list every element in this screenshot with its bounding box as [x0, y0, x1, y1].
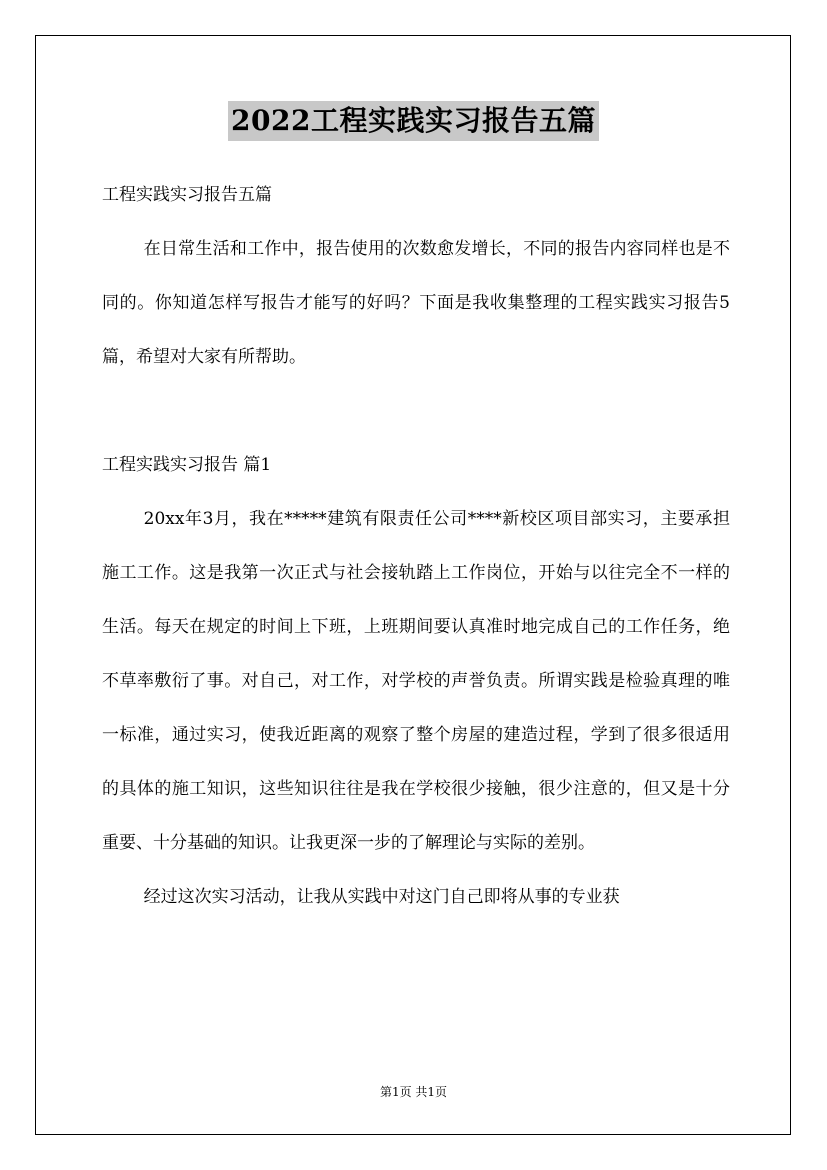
section-heading: 工程实践实习报告 篇1 — [102, 455, 272, 475]
intro-paragraph: 在日常生活和工作中，报告使用的次数愈发增长，不同的报告内容同样也是不同的。你知道怎样写报告才能写的好吗？下面是我收集整理的工程实践实习报告5篇，希望对大家有所帮助。 — [102, 239, 730, 367]
body-paragraph-1: 20xx年3月，我在*****建筑有限责任公司****新校区项目部实习，主要承担施工工作。这是我第一次正式与社会接轨踏上工作岗位，开始与以往完全不一样的生活。每天在规定的时间上下班，上班期间要认真准时地完成自己的工作任务，绝不草率敷衍了事。对自己，对工作，对学校的声誉负责。所谓实践是检验真理的唯一标准，通过实习，使我近距离的观察了整个房屋的建造过程，学到了很多很适用的具体的施工知识，这些知识往往是我在学校很少接触，很少注意的，但又是十分重要、十分基础的知识。让我更深一步的了解理论与实际的差别。 — [102, 509, 730, 853]
body-paragraph-2: 经过这次实习活动，让我从实践中对这门自己即将从事的专业获 — [143, 887, 620, 907]
document-body — [102, 168, 730, 924]
document-title — [0, 100, 827, 141]
document-title-text: 2022工程实践实习报告五篇 — [228, 101, 599, 141]
page-number: 第1页 共1页 — [379, 1085, 448, 1099]
document-subtitle: 工程实践实习报告五篇 — [102, 185, 272, 205]
paragraph-spacer — [102, 384, 730, 438]
